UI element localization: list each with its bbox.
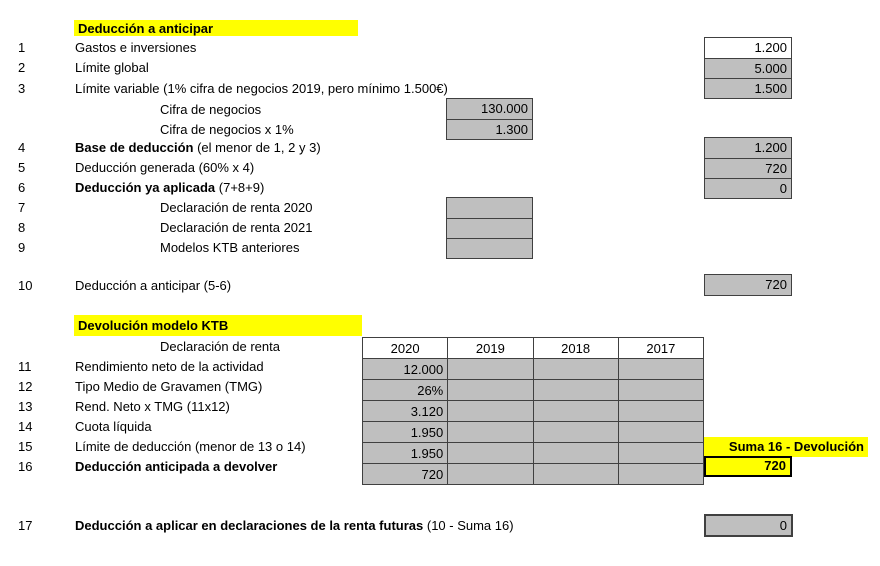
- cell-declaracion-2020[interactable]: [447, 198, 532, 218]
- cell-rendimiento-2019[interactable]: [448, 359, 533, 380]
- label-cifra-negocios: Cifra de negocios: [160, 102, 262, 117]
- cell-cifra-negocios[interactable]: 130.000: [447, 99, 532, 119]
- table-row-13: [363, 401, 704, 422]
- cell-limite-global[interactable]: 5.000: [705, 58, 791, 78]
- cell-rendimiento-2017[interactable]: [618, 359, 703, 380]
- table-row-12: [363, 380, 704, 401]
- cell-cuota-2020[interactable]: 1.950: [363, 422, 448, 443]
- row-number-15: 15: [18, 439, 33, 454]
- row-number-10: 10: [18, 278, 33, 293]
- cell-limite-2020[interactable]: 1.950: [363, 443, 448, 464]
- row-number-17: 17: [18, 518, 33, 533]
- row-label-11: Rendimiento neto de la actividad: [75, 359, 264, 374]
- row-label-4: [75, 138, 321, 158]
- row-label-15: Límite de deducción (menor de 13 o 14): [75, 439, 306, 454]
- cell-devolver-2020[interactable]: 720: [363, 464, 448, 485]
- row-label-14: Cuota líquida: [75, 419, 152, 434]
- cell-limite-2017[interactable]: [618, 443, 703, 464]
- cell-declaracion-2021[interactable]: [447, 218, 532, 238]
- row-number-9: 9: [18, 240, 26, 255]
- year-header-2019[interactable]: 2019: [448, 338, 533, 359]
- row-label-17-rest: (10 - Suma 16): [423, 518, 514, 533]
- cell-rendimiento-2020[interactable]: 12.000: [363, 359, 448, 380]
- cell-rendimiento-2018[interactable]: [533, 359, 618, 380]
- row-label-6-rest: (7+8+9): [215, 180, 265, 195]
- row-label-17: [75, 516, 514, 536]
- cell-cuota-2019[interactable]: [448, 422, 533, 443]
- cell-gastos-inversiones[interactable]: 1.200: [705, 38, 791, 58]
- label-cifra-negocios-pct: Cifra de negocios x 1%: [160, 122, 294, 137]
- row-number-2: 2: [18, 60, 26, 75]
- cell-limite-2019[interactable]: [448, 443, 533, 464]
- table-row-16: [363, 464, 704, 485]
- row-label-6-bold: Deducción ya aplicada: [75, 180, 216, 195]
- table-label-declaracion-renta: Declaración de renta: [160, 339, 280, 354]
- cell-suma-16-devolucion[interactable]: 720: [704, 456, 792, 477]
- cell-rend-tmg-2017[interactable]: [618, 401, 703, 422]
- cell-devolver-2018[interactable]: [533, 464, 618, 485]
- cells-rows-4-6: [704, 137, 792, 199]
- table-row-14: [363, 422, 704, 443]
- row-label-6: [75, 178, 264, 198]
- cell-tmg-2018[interactable]: [533, 380, 618, 401]
- cells-cifra-negocios: [446, 98, 533, 140]
- row-label-4-bold: Base de deducción: [75, 140, 194, 155]
- row-number-6: 6: [18, 180, 26, 195]
- year-header-row: [363, 338, 704, 359]
- row-label-5: Deducción generada (60% x 4): [75, 160, 255, 175]
- cell-devolver-2019[interactable]: [448, 464, 533, 485]
- cell-deduccion-generada[interactable]: 720: [705, 158, 791, 178]
- cell-deduccion-aplicada[interactable]: 0: [705, 178, 791, 198]
- table-row-11: [363, 359, 704, 380]
- row-number-7: 7: [18, 200, 26, 215]
- cell-modelos-ktb[interactable]: [447, 238, 532, 258]
- section1-title: Deducción a anticipar: [74, 20, 358, 36]
- row-number-16: 16: [18, 459, 33, 474]
- row-label-2: Límite global: [75, 60, 149, 75]
- section2-title: Devolución modelo KTB: [74, 315, 362, 336]
- cell-tmg-2019[interactable]: [448, 380, 533, 401]
- row-label-16: Deducción anticipada a devolver: [75, 459, 278, 474]
- year-table: [362, 337, 704, 485]
- row-number-4: 4: [18, 140, 26, 155]
- table-row-15: [363, 443, 704, 464]
- row-label-12: Tipo Medio de Gravamen (TMG): [75, 379, 263, 394]
- cell-deduccion-futuras[interactable]: 0: [704, 514, 793, 537]
- cell-cuota-2017[interactable]: [618, 422, 703, 443]
- cell-cifra-negocios-pct[interactable]: 1.300: [447, 119, 532, 139]
- row-label-3: Límite variable (1% cifra de negocios 2019, pero mínimo 1.500€): [75, 81, 448, 96]
- suma-16-label: Suma 16 - Devolución: [704, 437, 868, 457]
- year-header-2017[interactable]: 2017: [618, 338, 703, 359]
- row-label-4-rest: (el menor de 1, 2 y 3): [193, 140, 321, 155]
- row-number-1: 1: [18, 40, 26, 55]
- row-number-8: 8: [18, 220, 26, 235]
- cell-limite-2018[interactable]: [533, 443, 618, 464]
- cell-rend-tmg-2018[interactable]: [533, 401, 618, 422]
- cell-deduccion-anticipar[interactable]: 720: [704, 274, 792, 296]
- row-label-1: Gastos e inversiones: [75, 40, 197, 55]
- cells-rows-1-3: [704, 37, 792, 99]
- row-label-7: Declaración de renta 2020: [160, 200, 313, 215]
- cell-tmg-2020[interactable]: 26%: [363, 380, 448, 401]
- row-number-14: 14: [18, 419, 33, 434]
- row-number-5: 5: [18, 160, 26, 175]
- row-label-9: Modelos KTB anteriores: [160, 240, 300, 255]
- row-number-13: 13: [18, 399, 33, 414]
- cell-cuota-2018[interactable]: [533, 422, 618, 443]
- year-header-2018[interactable]: 2018: [533, 338, 618, 359]
- row-number-3: 3: [18, 81, 26, 96]
- row-label-13: Rend. Neto x TMG (11x12): [75, 399, 230, 414]
- year-header-2020[interactable]: 2020: [363, 338, 448, 359]
- cell-devolver-2017[interactable]: [618, 464, 703, 485]
- row-number-12: 12: [18, 379, 33, 394]
- row-label-17-bold: Deducción a aplicar en declaraciones de la renta futuras: [75, 518, 424, 533]
- row-label-8: Declaración de renta 2021: [160, 220, 313, 235]
- cell-tmg-2017[interactable]: [618, 380, 703, 401]
- cell-base-deduccion[interactable]: 1.200: [705, 138, 791, 158]
- cell-rend-tmg-2019[interactable]: [448, 401, 533, 422]
- cell-rend-tmg-2020[interactable]: 3.120: [363, 401, 448, 422]
- cell-limite-variable[interactable]: 1.500: [705, 78, 791, 98]
- row-number-11: 11: [18, 359, 32, 374]
- row-label-10: Deducción a anticipar (5-6): [75, 278, 232, 293]
- cells-rows-7-9: [446, 197, 533, 259]
